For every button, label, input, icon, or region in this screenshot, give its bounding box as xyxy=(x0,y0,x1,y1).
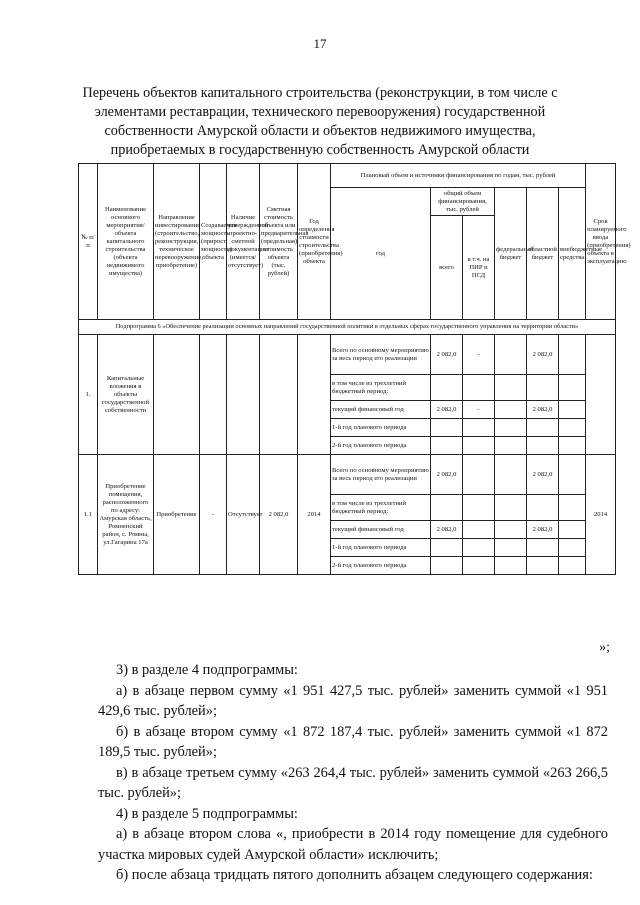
header-year: год xyxy=(331,188,431,320)
row1-year-plan1: 1-й год планового периода xyxy=(331,419,431,437)
header-direction: Направление инвестирования (строительство, реконструкция, техническое перевооружение, приобретение) xyxy=(154,164,200,320)
subprogram-row: Подпрограмма 6 «Обеспечение реализации основных направлений государственной политики в отдельных сферах государственного управления на территории области» xyxy=(79,320,616,335)
paragraph: б) после абзаца тридцать пятого дополнить абзацем следующего содержания: xyxy=(116,867,593,883)
paragraph: а) в абзаце втором слова «, приобрести в 2014 году помещение для судебного участка мировых судей Амурской области» исключить; xyxy=(98,826,608,863)
row2-year-current: текущий финансовый год xyxy=(331,521,431,539)
row1-pir-current: - xyxy=(463,401,495,419)
row1-total-current: 2 082,0 xyxy=(431,401,463,419)
header-total: всего xyxy=(431,216,463,320)
paragraph: б) в абзаце втором сумму «1 872 187,4 тыс. рублей» заменить суммой «1 872 189,5 тыс. рублей»; xyxy=(98,723,608,760)
row1-name: Капитальные вложения в объекты государственной собственности xyxy=(98,335,154,455)
header-pir: в т.ч. на ПИР и ПСД xyxy=(463,216,495,320)
row2-year-plan1: 1-й год планового периода xyxy=(331,539,431,557)
header-total-funding: общий объем финансирования, тыс. рублей xyxy=(431,188,495,216)
row1-pir-all: - xyxy=(463,335,495,375)
row1-num: 1. xyxy=(79,335,98,455)
row2-regional-current: 2 082,0 xyxy=(527,521,559,539)
page-number: 17 xyxy=(313,36,327,51)
row1-regional-current: 2 082,0 xyxy=(527,401,559,419)
row2-year-def: 2014 xyxy=(298,455,331,575)
row1-year-all: Всего по основному мероприятию за весь период его реализации xyxy=(331,335,431,375)
header-estimate: Наличие утвержденной проектно-сметной документации (имеется/отсутствует) xyxy=(227,164,260,320)
row2-estimate: Отсутствует xyxy=(227,455,260,575)
paragraph: 3) в разделе 4 подпрограммы: xyxy=(116,662,298,678)
header-offbudget: внебюджетные средства xyxy=(559,188,586,320)
row2-year-plan2: 2-й год планового периода xyxy=(331,557,431,575)
row1-regional-all: 2 082,0 xyxy=(527,335,559,375)
row2-regional-all: 2 082,0 xyxy=(527,455,559,495)
paragraph: в) в абзаце третьем сумму «263 264,4 тыс. рублей» заменить суммой «263 266,5 тыс. рублей»; xyxy=(98,764,608,801)
paragraph: а) в абзаце первом сумму «1 951 427,5 тыс. рублей» заменить суммой «1 951 429,6 тыс. рублей»; xyxy=(98,682,608,719)
row1-total-all: 2 082,0 xyxy=(431,335,463,375)
row2-term: 2014 xyxy=(586,455,616,575)
document-title: Перечень объектов капитального строительства (реконструкции, в том числе с элементами реставрации, технического перевооружения) государственной собственности Амурской области и объектов недвижимого имущества, приобретаемых в государственную собственность Амурской области xyxy=(82,85,558,158)
row1-year-current: текущий финансовый год xyxy=(331,401,431,419)
row2-name: Приобретение помещения, расположенного по адресу: Амурская область, Ромненский район, с. Ромны, ул.Гагарина 17а xyxy=(98,455,154,575)
header-year-def: Год определения стоимости строительства (приобретения) объекта xyxy=(298,164,331,320)
header-num: № п/п xyxy=(79,164,98,320)
row2-num: 1.1 xyxy=(79,455,98,575)
row2-total-current: 2 082,0 xyxy=(431,521,463,539)
row2-capacity: - xyxy=(200,455,227,575)
row2-total-all: 2 082,0 xyxy=(431,455,463,495)
row2-year-all: Всего по основному мероприятию за весь период его реализации xyxy=(331,455,431,495)
row2-year-period: в том числе из трехлетний бюджетный период: xyxy=(331,495,431,521)
row1-year-plan2: 2-й год планового периода xyxy=(331,437,431,455)
row1-year-period: в том числе из трехлетний бюджетный период: xyxy=(331,375,431,401)
header-cost: Сметная стоимость объекта или предварительная (предельная) стоимость объекта (тыс. рублей) xyxy=(260,164,298,320)
row2-direction: Приобретение xyxy=(154,455,200,575)
header-regional: областной бюджет xyxy=(527,188,559,320)
header-name: Наименование основного мероприятия/объекта капитального строительства (объекта недвижимого имущества) xyxy=(98,164,154,320)
amendment-text xyxy=(98,660,608,886)
header-capacity: Создаваемая мощность (прирост мощности) объекта xyxy=(200,164,227,320)
header-plan: Плановый объем и источники финансирования по годам, тыс. рублей xyxy=(331,164,586,188)
paragraph: 4) в разделе 5 подпрограммы: xyxy=(116,805,298,822)
header-federal: федеральный бюджет xyxy=(495,188,527,320)
row2-cost: 2 082,0 xyxy=(260,455,298,575)
header-term: Срок планируемого ввода (приобретения) объекта в эксплуатацию xyxy=(586,164,616,320)
closing-quote: »; xyxy=(599,640,610,655)
capital-objects-table xyxy=(78,163,631,575)
